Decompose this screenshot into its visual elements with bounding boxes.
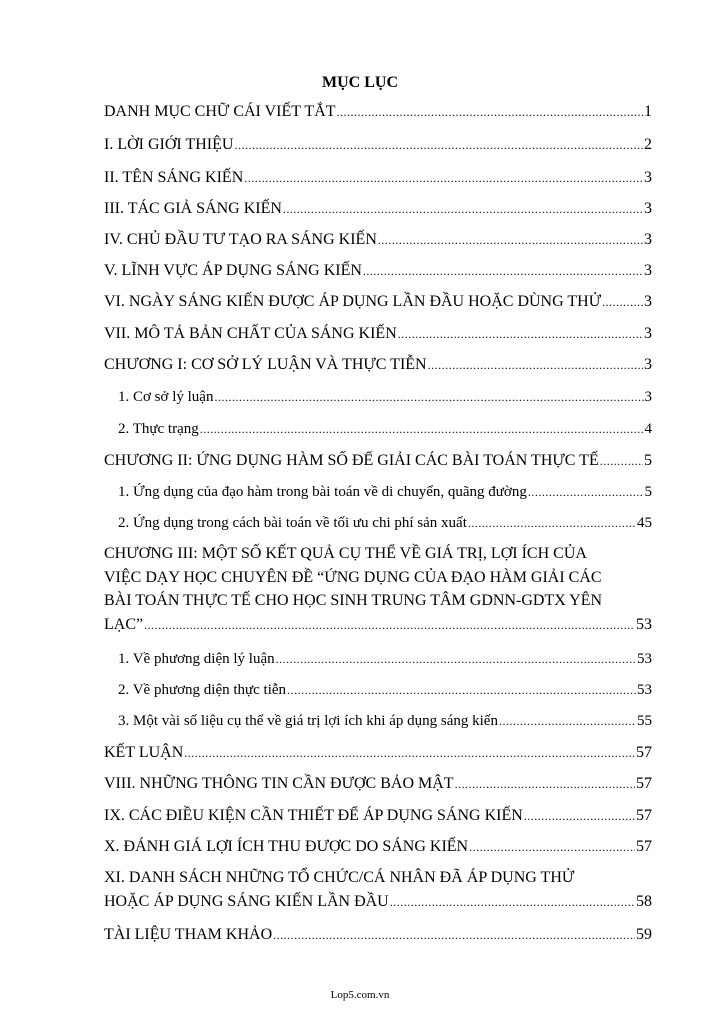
dot-leader xyxy=(144,615,635,635)
dot-leader xyxy=(602,292,643,312)
toc-page-number: 3 xyxy=(644,169,652,186)
dot-leader xyxy=(283,199,643,219)
toc-page-number: 53 xyxy=(636,615,652,633)
dot-leader xyxy=(184,743,635,763)
toc-entry-text: 1. Về phương diện lý luận xyxy=(118,651,275,667)
dot-leader xyxy=(244,168,643,188)
toc-entry-text: VIII. NHỮNG THÔNG TIN CẦN ĐƯỢC BẢO MẬT xyxy=(104,775,454,792)
toc-page-number: 59 xyxy=(636,926,652,943)
dot-leader xyxy=(428,355,643,375)
dot-leader xyxy=(528,482,644,502)
page-footer: Lop5.com.vn xyxy=(330,989,390,1001)
toc-page-number: 3 xyxy=(644,356,652,373)
dot-leader xyxy=(499,711,636,731)
toc-entry-text: II. TÊN SÁNG KIẾN xyxy=(104,169,244,186)
toc-entry-text: VII. MÔ TẢ BẢN CHẤT CỦA SÁNG KIẾN xyxy=(104,325,397,342)
toc-page-number: 57 xyxy=(636,807,652,824)
toc-entry-chapter-2[interactable] xyxy=(104,451,652,471)
toc-page-number: 53 xyxy=(637,651,652,667)
toc-entry-initiative-name[interactable] xyxy=(104,168,652,188)
toc-entry-practical-aspect[interactable] xyxy=(118,680,652,700)
toc-entry-text: 3. Một vài số liệu cụ thể về giá trị lợi ích khi áp dụng sáng kiến xyxy=(118,713,498,729)
toc-entry-text: I. LỜI GIỚI THIỆU xyxy=(104,136,234,153)
toc-entry-organizations-list[interactable] xyxy=(104,868,652,912)
toc-page-number: 57 xyxy=(636,775,652,792)
dot-leader xyxy=(455,774,635,794)
toc-entry-references[interactable] xyxy=(104,925,652,945)
toc-entry-text-line: CHƯƠNG III: MỘT SỐ KẾT QUẢ CỤ THỂ VỀ GIÁ TRỊ, LỢI ÍCH CỦA xyxy=(104,545,587,562)
toc-entry-field[interactable] xyxy=(104,261,652,281)
toc-entry-conditions[interactable] xyxy=(104,806,652,826)
toc-entry-text: 2. Thực trạng xyxy=(118,421,199,437)
toc-entry-current-state[interactable] xyxy=(118,419,652,439)
dot-leader xyxy=(276,649,636,669)
toc-entry-text-line: VIỆC DẠY HỌC CHUYÊN ĐỀ “ỨNG DỤNG CỦA ĐẠO HÀM GIẢI CÁC xyxy=(104,568,602,586)
toc-entry-text: VI. NGÀY SÁNG KIẾN ĐƯỢC ÁP DỤNG LẦN ĐẦU HOẶC DÙNG THỬ xyxy=(104,293,602,310)
toc-page-number: 45 xyxy=(637,515,652,531)
toc-entry-text: CHƯƠNG I: CƠ SỞ LÝ LUẬN VÀ THỰC TIỄN xyxy=(104,356,427,373)
toc-entry-text: 2. Về phương diện thực tiễn xyxy=(118,682,287,698)
dot-leader xyxy=(214,387,643,407)
toc-entry-first-application-date[interactable] xyxy=(104,292,652,312)
toc-page-number: 55 xyxy=(637,713,652,729)
toc-entry-text: DANH MỤC CHỮ CÁI VIẾT TẮT xyxy=(104,103,336,120)
dot-leader xyxy=(200,419,644,439)
dot-leader xyxy=(337,102,643,122)
dot-leader xyxy=(273,925,635,945)
dot-leader xyxy=(287,680,636,700)
dot-leader xyxy=(600,451,643,471)
toc-page-number: 5 xyxy=(644,452,652,469)
toc-entry-text: TÀI LIỆU THAM KHẢO xyxy=(104,926,273,943)
toc-page-number: 3 xyxy=(644,389,652,405)
toc-entry-text: CHƯƠNG II: ỨNG DỤNG HÀM SỐ ĐỂ GIẢI CÁC BÀI TOÁN THỰC TẾ xyxy=(104,452,599,469)
toc-entry-confidential-info[interactable] xyxy=(104,774,652,794)
toc-entry-text: IV. CHỦ ĐẦU TƯ TẠO RA SÁNG KIẾN xyxy=(104,231,377,248)
toc-entry-investor[interactable] xyxy=(104,230,652,250)
toc-page-number: 58 xyxy=(636,892,652,910)
toc-entry-text: III. TÁC GIẢ SÁNG KIẾN xyxy=(104,200,282,217)
toc-page-number: 4 xyxy=(644,421,652,437)
toc-entry-text: KẾT LUẬN xyxy=(104,744,184,761)
toc-page-number: 1 xyxy=(644,103,652,120)
toc-entry-text-line: BÀI TOÁN THỰC TẾ CHO HỌC SINH TRUNG TÂM GDNN-GDTX YÊN xyxy=(104,592,603,609)
toc-page-number: 57 xyxy=(636,838,652,855)
toc-page-number: 57 xyxy=(636,744,652,761)
toc-entry-chapter-1[interactable] xyxy=(104,355,652,375)
dot-leader xyxy=(469,837,635,857)
toc-entry-text: HOẶC ÁP DỤNG SÁNG KIẾN LẦN ĐẦU xyxy=(104,892,389,910)
toc-page-number: 3 xyxy=(644,200,652,217)
dot-leader xyxy=(363,261,643,281)
toc-page-number: 3 xyxy=(644,325,652,342)
toc-entry-abbreviations[interactable] xyxy=(104,102,652,122)
toc-entry-conclusion[interactable] xyxy=(104,743,652,763)
toc-entry-text: LẠC” xyxy=(104,615,144,633)
toc-entry-statistics[interactable] xyxy=(118,711,652,731)
dot-leader xyxy=(378,230,643,250)
toc-page-number: 3 xyxy=(644,293,652,310)
page-title: MỤC LỤC xyxy=(322,74,398,91)
dot-leader xyxy=(234,135,643,155)
toc-entry-motion-applications[interactable] xyxy=(118,482,652,502)
toc-entry-text: IX. CÁC ĐIỀU KIỆN CẦN THIẾT ĐỂ ÁP DỤNG SÁNG KIẾN xyxy=(104,807,523,824)
toc-entry-description[interactable] xyxy=(104,324,652,344)
toc-entry-theory[interactable] xyxy=(118,387,652,407)
toc-entry-cost-optimization[interactable] xyxy=(118,513,652,533)
toc-entry-text-line: XI. DANH SÁCH NHỮNG TỔ CHỨC/CÁ NHÂN ĐÃ ÁP DỤNG THỬ xyxy=(104,869,575,886)
toc-entry-text: 1. Ứng dụng của đạo hàm trong bài toán về di chuyển, quãng đường xyxy=(118,484,527,500)
toc-entry-text: 2. Ứng dụng trong cách bài toán về tối ưu chi phí sản xuất xyxy=(118,515,467,531)
dot-leader xyxy=(390,892,635,912)
toc-entry-benefit-evaluation[interactable] xyxy=(104,837,652,857)
dot-leader xyxy=(524,806,635,826)
dot-leader xyxy=(398,324,643,344)
toc-entry-text: X. ĐÁNH GIÁ LỢI ÍCH THU ĐƯỢC DO SÁNG KIẾN xyxy=(104,838,469,855)
toc-page-number: 3 xyxy=(644,231,652,248)
toc-page-number: 5 xyxy=(644,484,652,500)
toc-page-number: 53 xyxy=(637,682,652,698)
toc-page-number: 3 xyxy=(644,262,652,279)
toc-entry-text: V. LĨNH VỰC ÁP DỤNG SÁNG KIẾN xyxy=(104,262,362,279)
toc-entry-theoretical-aspect[interactable] xyxy=(118,649,652,669)
toc-entry-author[interactable] xyxy=(104,199,652,219)
toc-entry-introduction[interactable] xyxy=(104,135,652,155)
dot-leader xyxy=(468,513,636,533)
toc-page-number: 2 xyxy=(644,136,652,153)
toc-entry-text: 1. Cơ sở lý luận xyxy=(118,389,214,405)
toc-entry-chapter-3[interactable] xyxy=(104,544,652,635)
